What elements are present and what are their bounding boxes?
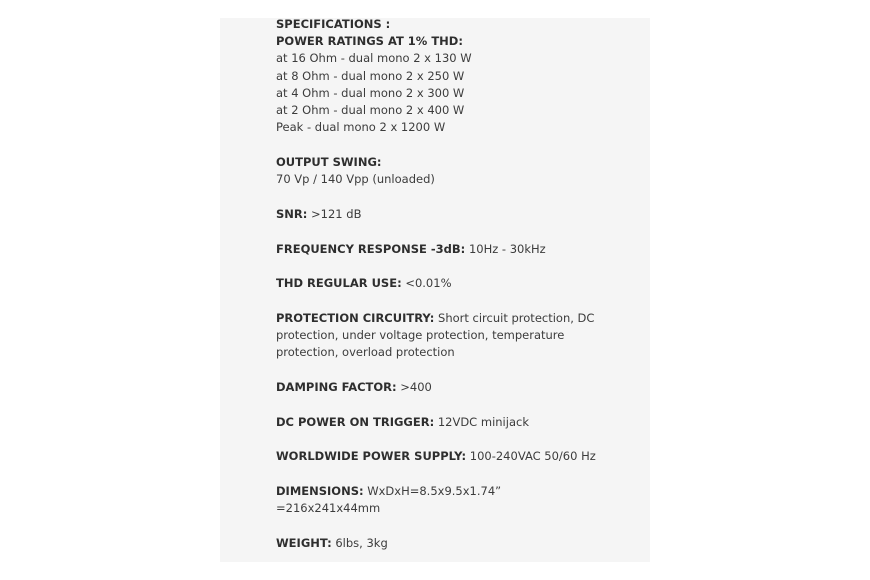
dimensions-label: DIMENSIONS: [276,484,364,499]
output-swing-label: OUTPUT SWING: [276,154,382,169]
protection-value-line-2: protection, under voltage protection, temperature [276,328,565,343]
power-ratings-label: POWER RATINGS AT 1% THD: [276,34,463,49]
weight-label: WEIGHT: [276,536,332,551]
spacer [276,292,610,310]
specifications-panel [220,18,650,562]
snr-value: >121 dB [311,206,362,221]
power-rating-peak: Peak - dual mono 2 x 1200 W [276,120,446,135]
power-rating-8-ohm: at 8 Ohm - dual mono 2 x 250 W [276,68,465,83]
spacer [276,431,610,449]
weight-row [276,535,610,552]
power-rating-2-ohm: at 2 Ohm - dual mono 2 x 400 W [276,103,465,118]
thd-row [276,275,610,292]
thd-label: THD REGULAR USE: [276,276,402,291]
frequency-response-row [276,241,610,258]
spacer [276,188,610,206]
output-swing-section [276,154,610,188]
damping-factor-label: DAMPING FACTOR: [276,380,397,395]
spacer [276,362,610,380]
protection-value-line-1: Short circuit protection, DC [438,310,595,325]
snr-row [276,206,610,223]
output-swing-value: 70 Vp / 140 Vpp (unloaded) [276,172,435,187]
spacer [276,136,610,154]
specifications-heading: SPECIFICATIONS : [276,18,391,31]
power-ratings-section [276,18,610,136]
damping-factor-value: >400 [400,380,432,395]
weight-value: 6lbs, 3kg [335,536,388,551]
dc-trigger-row [276,414,610,431]
snr-label: SNR: [276,206,308,221]
dimensions-section [276,483,610,517]
dimensions-value-line-1: WxDxH=8.5x9.5x1.74” [367,484,502,499]
power-supply-row [276,448,610,465]
spacer [276,223,610,241]
spacer [276,396,610,414]
spacer [276,466,610,484]
dc-trigger-value: 12VDC minijack [437,414,529,429]
protection-label: PROTECTION CIRCUITRY: [276,310,435,325]
power-supply-value: 100-240VAC 50/60 Hz [469,449,596,464]
frequency-response-value: 10Hz - 30kHz [468,241,546,256]
dimensions-value-line-2: =216x241x44mm [276,501,381,516]
thd-value: <0.01% [405,276,452,291]
protection-value-line-3: protection, overload protection [276,345,455,360]
spacer [276,518,610,536]
damping-factor-row [276,379,610,396]
dc-trigger-label: DC POWER ON TRIGGER: [276,414,435,429]
frequency-response-label: FREQUENCY RESPONSE -3dB: [276,241,466,256]
protection-section [276,310,610,362]
power-rating-4-ohm: at 4 Ohm - dual mono 2 x 300 W [276,85,465,100]
power-rating-16-ohm: at 16 Ohm - dual mono 2 x 130 W [276,51,472,66]
spacer [276,258,610,276]
power-supply-label: WORLDWIDE POWER SUPPLY: [276,449,467,464]
